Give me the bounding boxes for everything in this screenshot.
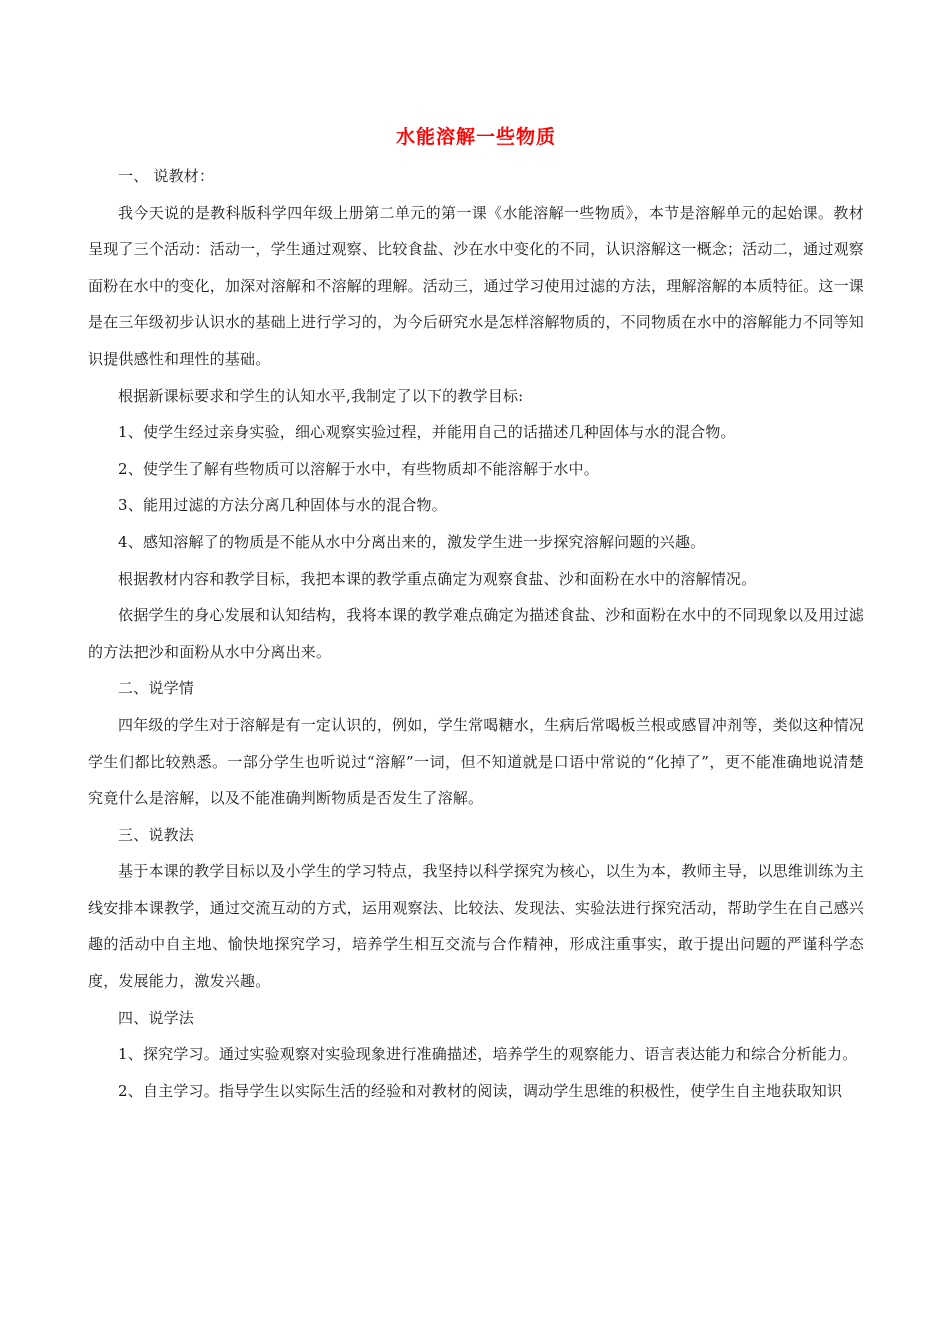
goal-item-3: 3、能用过滤的方法分离几种固体与水的混合物。 xyxy=(118,496,447,515)
paragraph-difficulties: 依据学生的身心发展和认知结构，我将本课的教学难点确定为描述食盐、沙和面粉在水中的不同现象以及用过滤的方法把沙和面粉从水中分离出来。 xyxy=(88,606,864,661)
document-page xyxy=(88,122,864,1109)
goal-item-2: 2、使学生了解有些物质可以溶解于水中，有些物质却不能溶解于水中。 xyxy=(118,459,599,478)
section-heading-teaching-method: 三、说教法 xyxy=(118,825,195,844)
section-heading-learning-method: 四、说学法 xyxy=(118,1008,195,1027)
section-heading-textbook: 一、 说教材： xyxy=(118,167,215,185)
paragraph-textbook-intro: 我今天说的是教科版科学四年级上册第二单元的第一课《水能溶解一些物质》，本节是溶解单元的起始课。教材呈现了三个活动：活动一，学生通过观察、比较食盐、沙在水中变化的不同，认识溶解这一概念；活动二，通过观察面粉在水中的变化，加深对溶解和不溶解的理解。活动三，通过学习使用过滤的方法，理解溶解的本质特征。这一课是在三年级初步认识水的基础上进行学习的，为今后研究水是怎样溶解物质的，不同物质在水中的溶解能力不同等知识提供感性和理性的基础。 xyxy=(88,203,864,368)
paragraph-teaching-method: 基于本课的教学目标以及小学生的学习特点，我坚持以科学探究为核心，以生为本，教师主导，以思维训练为主线安排本课教学，通过交流互动的方式，运用观察法、比较法、发现法、实验法进行探究活动，帮助学生在自己感兴趣的活动中自主地、愉快地探究学习，培养学生相互交流与合作精神，形成注重事实，敢于提出问题的严谨科学态度，发展能力，激发兴趣。 xyxy=(88,862,864,991)
paragraph-key-points: 根据教材内容和教学目标，我把本课的教学重点确定为观察食盐、沙和面粉在水中的溶解情况。 xyxy=(118,569,757,588)
paragraph-students: 四年级的学生对于溶解是有一定认识的，例如，学生常喝糖水，生病后常喝板兰根或感冒冲剂等，类似这种情况学生们都比较熟悉。一部分学生也听说过“溶解”一词，但不知道就是口语中常说的“化掉了”，更不能准确地说清楚究竟什么是溶解，以及不能准确判断物质是否发生了溶解。 xyxy=(88,715,864,808)
learning-method-item-1: 1、探究学习。通过实验观察对实验现象进行准确描述，培养学生的观察能力、语言表达能力和综合分析能力。 xyxy=(118,1045,858,1064)
goal-item-4: 4、感知溶解了的物质是不能从水中分离出来的，激发学生进一步探究溶解问题的兴趣。 xyxy=(118,532,706,551)
goal-item-1: 1、使学生经过亲身实验，细心观察实验过程，并能用自己的话描述几种固体与水的混合物。 xyxy=(118,423,736,442)
section-heading-students: 二、说学情 xyxy=(118,679,195,698)
document-title: 水能溶解一些物质 xyxy=(395,126,556,148)
paragraph-goals-intro: 根据新课标要求和学生的认知水平,我制定了以下的教学目标: xyxy=(118,386,524,405)
learning-method-item-2: 2、自主学习。指导学生以实际生活的经验和对教材的阅读，调动学生思维的积极性，使学生自主地获取知识 xyxy=(118,1081,843,1100)
